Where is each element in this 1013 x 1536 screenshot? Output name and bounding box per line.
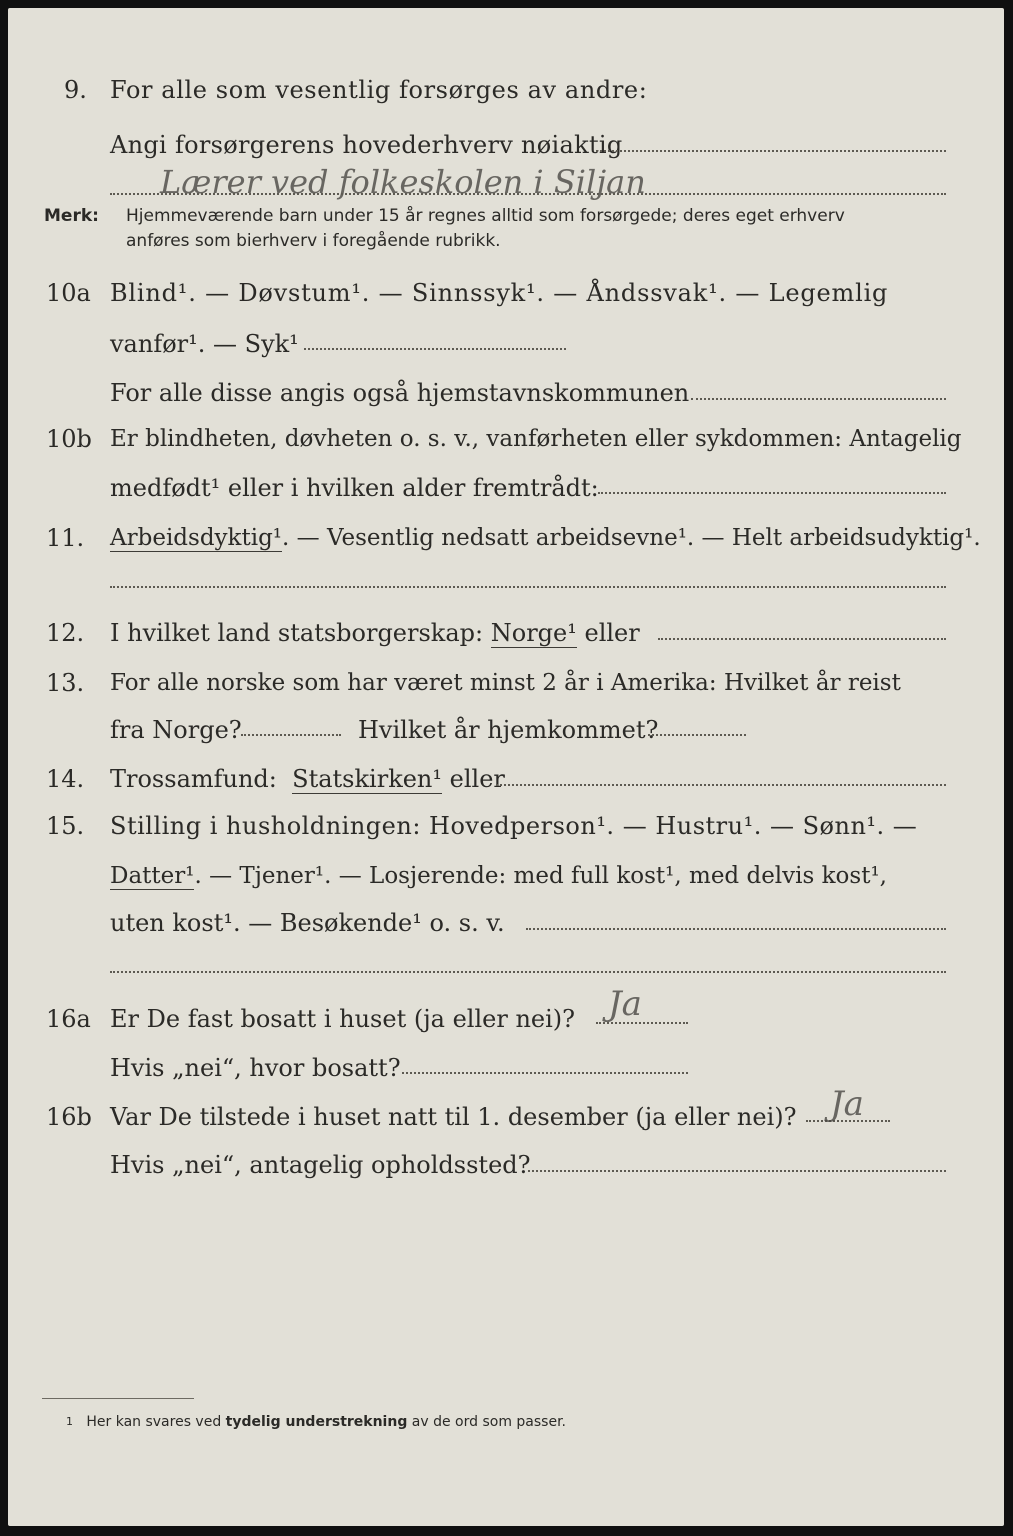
q9-line1: For alle som vesentlig forsørges av andre: [110, 76, 648, 104]
q16b-handwritten-answer: Ja [830, 1084, 864, 1124]
q11-line [110, 523, 981, 553]
footnote-mark: 1 [66, 1415, 73, 1428]
footnote [66, 1412, 566, 1432]
q10a-line2: vanfør¹. — Syk¹ [110, 330, 299, 358]
q14-option-statskirken: Statskirken¹ [292, 765, 443, 793]
q12-option-norge: Norge¹ [490, 619, 577, 647]
q16b-opholdssted-line [528, 1170, 946, 1172]
merk-line1: Hjemmeværende barn under 15 år regnes alltid som forsørgede; deres eget erhverv [126, 206, 845, 226]
q10b-line1: Er blindheten, døvheten o. s. v., vanførheten eller sykdommen: Antagelig [110, 426, 962, 452]
q13-line2a: fra Norge? [110, 716, 242, 744]
q9-handwritten-answer: Lærer ved folkeskolen i Siljan [160, 163, 646, 201]
q12-number: 12. [46, 619, 85, 647]
q15-answer-line [526, 928, 946, 930]
q10b-answer-line [598, 492, 946, 494]
q9-answer-line [596, 150, 946, 152]
merk-line2: anføres som bierhverv i foregående rubrikk. [126, 231, 501, 251]
footnote-rule [42, 1398, 194, 1399]
q16b-line2: Hvis „nei“, antagelig opholdssted? [110, 1151, 531, 1179]
q10b-number: 10b [46, 425, 92, 453]
q13-line1: For alle norske som har været minst 2 år i Amerika: Hvilket år reist [110, 670, 901, 696]
q10a-answer-line [304, 348, 566, 350]
q14-number: 14. [46, 765, 85, 793]
q16a-handwritten-answer: Ja [608, 984, 642, 1024]
q16a-line2: Hvis „nei“, hvor bosatt? [110, 1054, 401, 1082]
footnote-bold: tydelig understrekning [225, 1414, 408, 1430]
q13-number: 13. [46, 669, 85, 697]
q12-line [110, 618, 640, 648]
q10a-number: 10a [46, 279, 91, 307]
q13-reist-line [241, 734, 341, 736]
q10a-line3: For alle disse angis også hjemstavnskommunen [110, 379, 690, 407]
footnote-post: av de ord som passer. [411, 1414, 567, 1430]
q16b-line1: Var De tilstede i huset natt til 1. desember (ja eller nei)? [110, 1103, 797, 1131]
q14-line [110, 764, 505, 794]
q14-eller: eller [449, 765, 505, 793]
q15-option-datter: Datter¹ [110, 863, 195, 889]
q16a-bosatt-line [402, 1072, 688, 1074]
q15-number: 15. [46, 812, 85, 840]
q9-line2: Angi forsørgerens hovederhverv nøiaktig [110, 131, 623, 159]
q15-line2 [110, 861, 887, 891]
q14-answer-line [496, 784, 946, 786]
q12-eller: eller [584, 619, 640, 647]
merk-label: Merk: [44, 206, 99, 226]
q12-answer-line [658, 638, 946, 640]
q15-answer-line-2 [110, 971, 946, 973]
q11-option-arbeidsdyktig: Arbeidsdyktig¹ [110, 525, 283, 551]
census-form-page [8, 8, 1004, 1526]
q16a-number: 16a [46, 1005, 91, 1033]
q16a-line1: Er De fast bosatt i huset (ja eller nei)? [110, 1005, 576, 1033]
q12-question: I hvilket land statsborgerskap: [110, 619, 484, 647]
q15-line2-rest: . — Tjener¹. — Losjerende: med full kost¹, med delvis kost¹, [194, 863, 887, 889]
q13-hjemkommet-line [648, 734, 746, 736]
q15-line3: uten kost¹. — Besøkende¹ o. s. v. [110, 909, 505, 937]
q11-number: 11. [46, 524, 85, 552]
q11-rest: . — Vesentlig nedsatt arbeidsevne¹. — Helt arbeidsudyktig¹. [282, 525, 981, 551]
q13-line2b: Hvilket år hjemkommet? [358, 716, 659, 744]
q10a-home-municipality-line [691, 398, 946, 400]
q9-number: 9. [64, 76, 87, 104]
footnote-pre: Her kan svares ved [86, 1414, 222, 1430]
q15-line1: Stilling i husholdningen: Hovedperson¹. — Hustru¹. — Sønn¹. — [110, 812, 918, 840]
q14-question: Trossamfund: [110, 765, 277, 793]
q9-answer-line-2 [110, 193, 946, 195]
q10b-line2: medfødt¹ eller i hvilken alder fremtrådt: [110, 474, 599, 502]
q10a-line1: Blind¹. — Døvstum¹. — Sinnssyk¹. — Åndssvak¹. — Legemlig [110, 279, 889, 307]
q11-answer-line [110, 586, 946, 588]
q16b-number: 16b [46, 1103, 92, 1131]
